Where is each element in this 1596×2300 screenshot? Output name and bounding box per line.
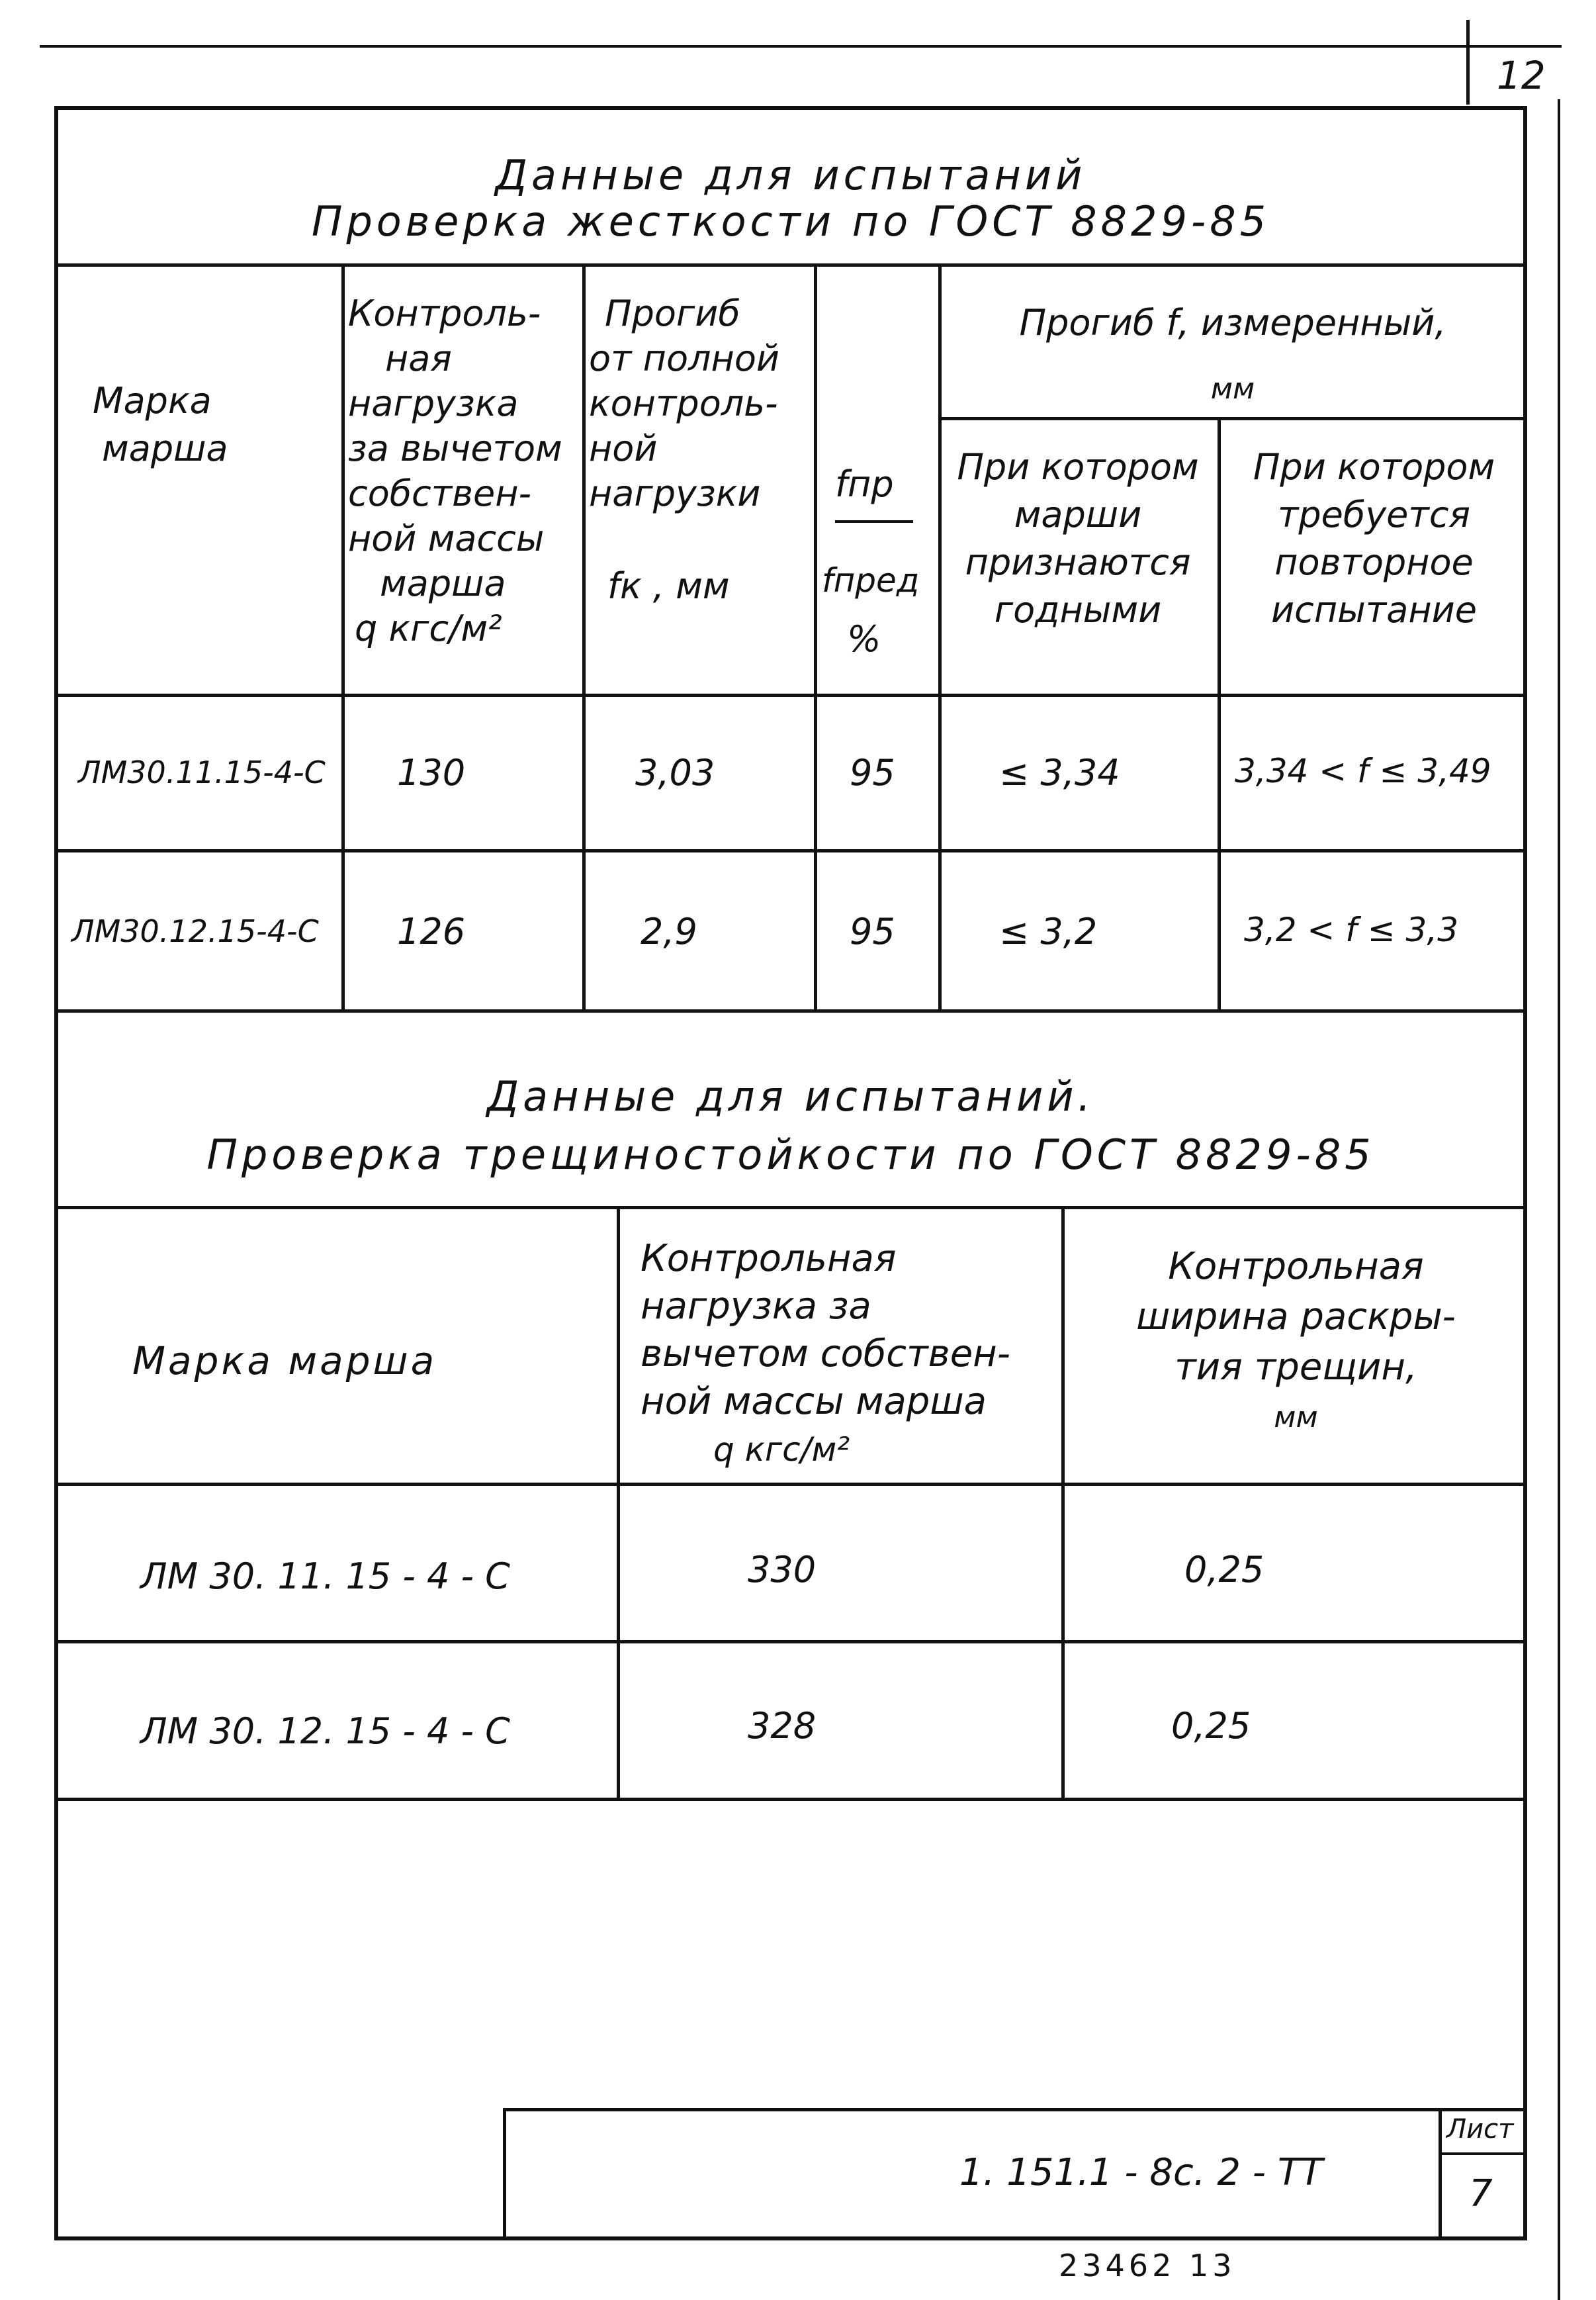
stamp-left — [503, 2108, 506, 2240]
stiffness-header-ratio-unit: % — [847, 618, 881, 660]
sheet-value: 7 — [1469, 2172, 1493, 2215]
crack-row1-mark: ЛМ 30. 11. 15 - 4 - С — [140, 1555, 510, 1597]
stiffness-header-ratio-bar — [835, 520, 913, 523]
stamp-sheet-divider — [1439, 2108, 1442, 2240]
stiffness-col-divider-1 — [341, 263, 345, 1009]
stamp-top — [503, 2108, 1527, 2111]
stiffness-title-line1: Данные для испытаний — [495, 151, 1086, 199]
crack-header-mark: Марка марша — [132, 1338, 437, 1383]
crack-header-width: Контрольная ширина раскры- тия трещин, мм — [1136, 1245, 1456, 1434]
stiffness-header-deflection: Прогиб от полной контроль- ной нагрузки fк , мм — [589, 293, 779, 607]
stiffness-header-ratio-num: fпр — [835, 463, 894, 505]
stiffness-header-bottom — [54, 694, 1527, 697]
crack-col-divider-1 — [617, 1206, 620, 1798]
crack-row1-load: 330 — [748, 1549, 817, 1590]
crack-row-divider — [54, 1640, 1527, 1643]
stiffness-header-accepted: При котором марши признаются годными — [957, 446, 1199, 631]
crack-table-top — [54, 1206, 1527, 1209]
crack-table-bottom — [54, 1798, 1527, 1801]
stiffness-header-ratio-den: fпред — [822, 561, 920, 600]
page-number-top: 12 — [1497, 53, 1546, 98]
stiffness-header-group: Прогиб f, измеренный, мм — [1019, 302, 1446, 406]
doc-code: 1. 151.1 - 8с. 2 - ТТ — [959, 2151, 1323, 2194]
crack-row1-width: 0,25 — [1184, 1549, 1264, 1590]
sheet-label: Лист — [1446, 2114, 1514, 2144]
page-number-divider — [1466, 20, 1470, 105]
stiffness-row1-mark: ЛМ30.11.15-4-С — [78, 755, 326, 790]
stiffness-table-top — [54, 263, 1527, 267]
stiffness-row1-ratio: 95 — [850, 752, 895, 794]
crack-row2-width: 0,25 — [1171, 1705, 1251, 1747]
stiffness-header-mark: Марка марша — [93, 380, 228, 469]
stiffness-row2-load: 126 — [397, 911, 466, 952]
crack-row2-mark: ЛМ 30. 12. 15 - 4 - С — [140, 1710, 510, 1752]
stiffness-col-divider-3 — [814, 263, 817, 1009]
stiffness-row-divider — [54, 849, 1527, 852]
stiffness-row2-retest: 3,2 < f ≤ 3,3 — [1244, 911, 1458, 949]
stiffness-row1-deflection: 3,03 — [635, 752, 715, 794]
stiffness-row1-retest: 3,34 < f ≤ 3,49 — [1235, 752, 1491, 790]
stiffness-header-load: Контроль- ная нагрузка за вычетом собствен- ной массы марша q кгс/м² — [348, 293, 562, 649]
stiffness-header-retest: При котором требуется повторное испытание — [1253, 446, 1495, 631]
stiffness-row2-ratio: 95 — [850, 911, 895, 952]
stiffness-row1-ok: ≤ 3,34 — [999, 752, 1120, 794]
stamp-sheet-label-divider — [1439, 2152, 1527, 2155]
crack-header-bottom — [54, 1483, 1527, 1486]
crack-row2-load: 328 — [748, 1705, 817, 1747]
stiffness-title-line2: Проверка жесткости по ГОСТ 8829-85 — [311, 197, 1270, 246]
stiffness-row2-mark: ЛМ30.12.15-4-С — [71, 913, 319, 949]
crack-title-line1: Данные для испытаний. — [486, 1072, 1095, 1121]
top-rule — [40, 45, 1562, 48]
stiffness-table-bottom — [54, 1009, 1527, 1013]
right-margin-line — [1558, 99, 1560, 2300]
crack-title-line2: Проверка трещиностойкости по ГОСТ 8829-85 — [206, 1130, 1375, 1179]
stiffness-row1-load: 130 — [397, 752, 466, 794]
stiffness-row2-deflection: 2,9 — [641, 911, 697, 952]
stiffness-row2-ok: ≤ 3,2 — [999, 911, 1098, 952]
stiffness-col-divider-2 — [582, 263, 586, 1009]
footer-note: 23462 13 — [1059, 2248, 1236, 2283]
crack-header-load: Контрольная нагрузка за вычетом собствен- ной массы марша q кгс/м² — [641, 1237, 1010, 1469]
